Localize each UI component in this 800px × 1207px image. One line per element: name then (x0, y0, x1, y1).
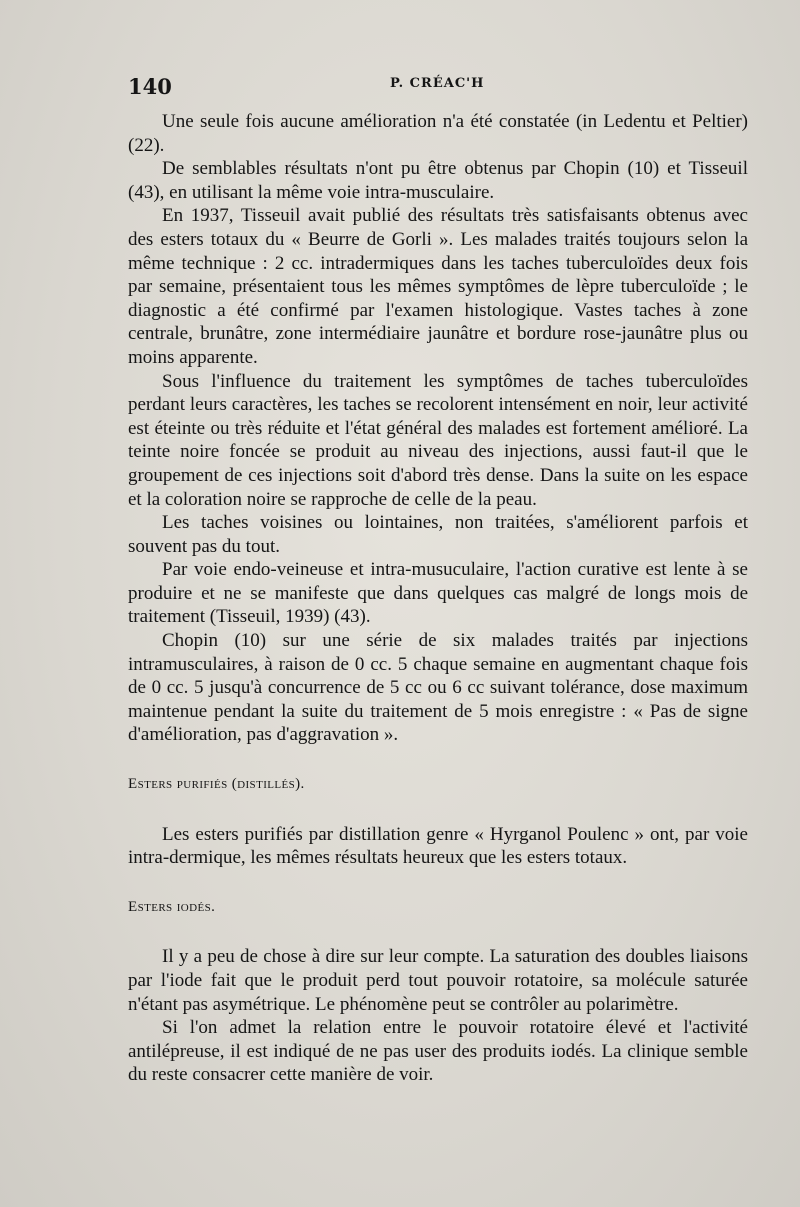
paragraph: Si l'on admet la relation entre le pouvoir rotatoire élevé et l'activité antilépreuse, il est indiqué de ne pas user des produits iodés. La clinique semble du reste consacrer cette manière de voir. (128, 1017, 748, 1086)
paragraph: En 1937, Tisseuil avait publié des résultats très satisfaisants obtenus avec des esters totaux du « Beurre de Gorli ». Les malades traités toujours selon la même technique : 2 cc. intradermiques dans les taches tuberculoïdes deux fois par semaine, présentaient tous les mêmes symptômes de lèpre tuberculoïde ; le diagnostic a été confirmé par l'examen histologique. Vastes taches à zone centrale, brunâtre, zone intermédiaire jaunâtre et bordure rose-jaunâtre plus ou moins apparente. (128, 205, 748, 368)
paragraph: Il y a peu de chose à dire sur leur compte. La saturation des doubles liaisons par l'iode fait que le produit perd tout pouvoir rotatoire, sa molécule saturée n'étant pas asymétrique. Le phénomène peut se contrôler au polarimètre. (128, 946, 748, 1015)
page-header (128, 74, 745, 98)
running-head: P. CRÉAC'H (390, 76, 485, 91)
paragraph: Chopin (10) sur une série de six malades traités par injections intramusculaires, à raison de 0 cc. 5 chaque semaine en augmentant chaque fois de 0 cc. 5 jusqu'à concurrence de 5 cc ou 6 cc suivant tolérance, dose maximum maintenue pendant la suite du traitement de 5 mois enregistre : « Pas de signe d'amélioration, pas d'aggravation ». (128, 630, 748, 746)
paragraph: Les esters purifiés par distillation genre « Hyrganol Poulenc » ont, par voie intra-dermique, les mêmes résultats heureux que les esters totaux. (128, 823, 748, 869)
paragraph: De semblables résultats n'ont pu être obtenus par Chopin (10) et Tisseuil (43), en utilisant la même voie intra-musculaire. (128, 158, 748, 203)
paragraph: Par voie endo-veineuse et intra-musuculaire, l'action curative est lente à se produire et ne se manifeste que dans quelques cas malgré de longs mois de traitement (Tisseuil, 1939) (43). (128, 559, 748, 628)
section-heading-esters-iodes: Esters iodés. (128, 898, 216, 915)
section-heading-esters-purifies: Esters purifiés (distillés). (128, 776, 305, 793)
paragraph: Sous l'influence du traitement les symptômes de taches tuberculoïdes perdant leurs caractères, les taches se recolorent intensément en noir, leur activité est éteinte ou très réduite et l'état général des malades est fortement amélioré. La teinte noire foncée se produit au niveau des injections, aussi faut-il que le groupement de ces injections soit d'abord très dense. Dans la suite on les espace et la coloration noire se rapproche de celle de la peau. (128, 370, 748, 510)
page-body (128, 110, 748, 1087)
page-number: 140 (128, 74, 172, 99)
paragraph: Les taches voisines ou lointaines, non traitées, s'améliorent parfois et souvent pas du tout. (128, 512, 748, 557)
paragraph: Une seule fois aucune amélioration n'a été constatée (in Ledentu et Peltier) (22). (128, 111, 748, 156)
